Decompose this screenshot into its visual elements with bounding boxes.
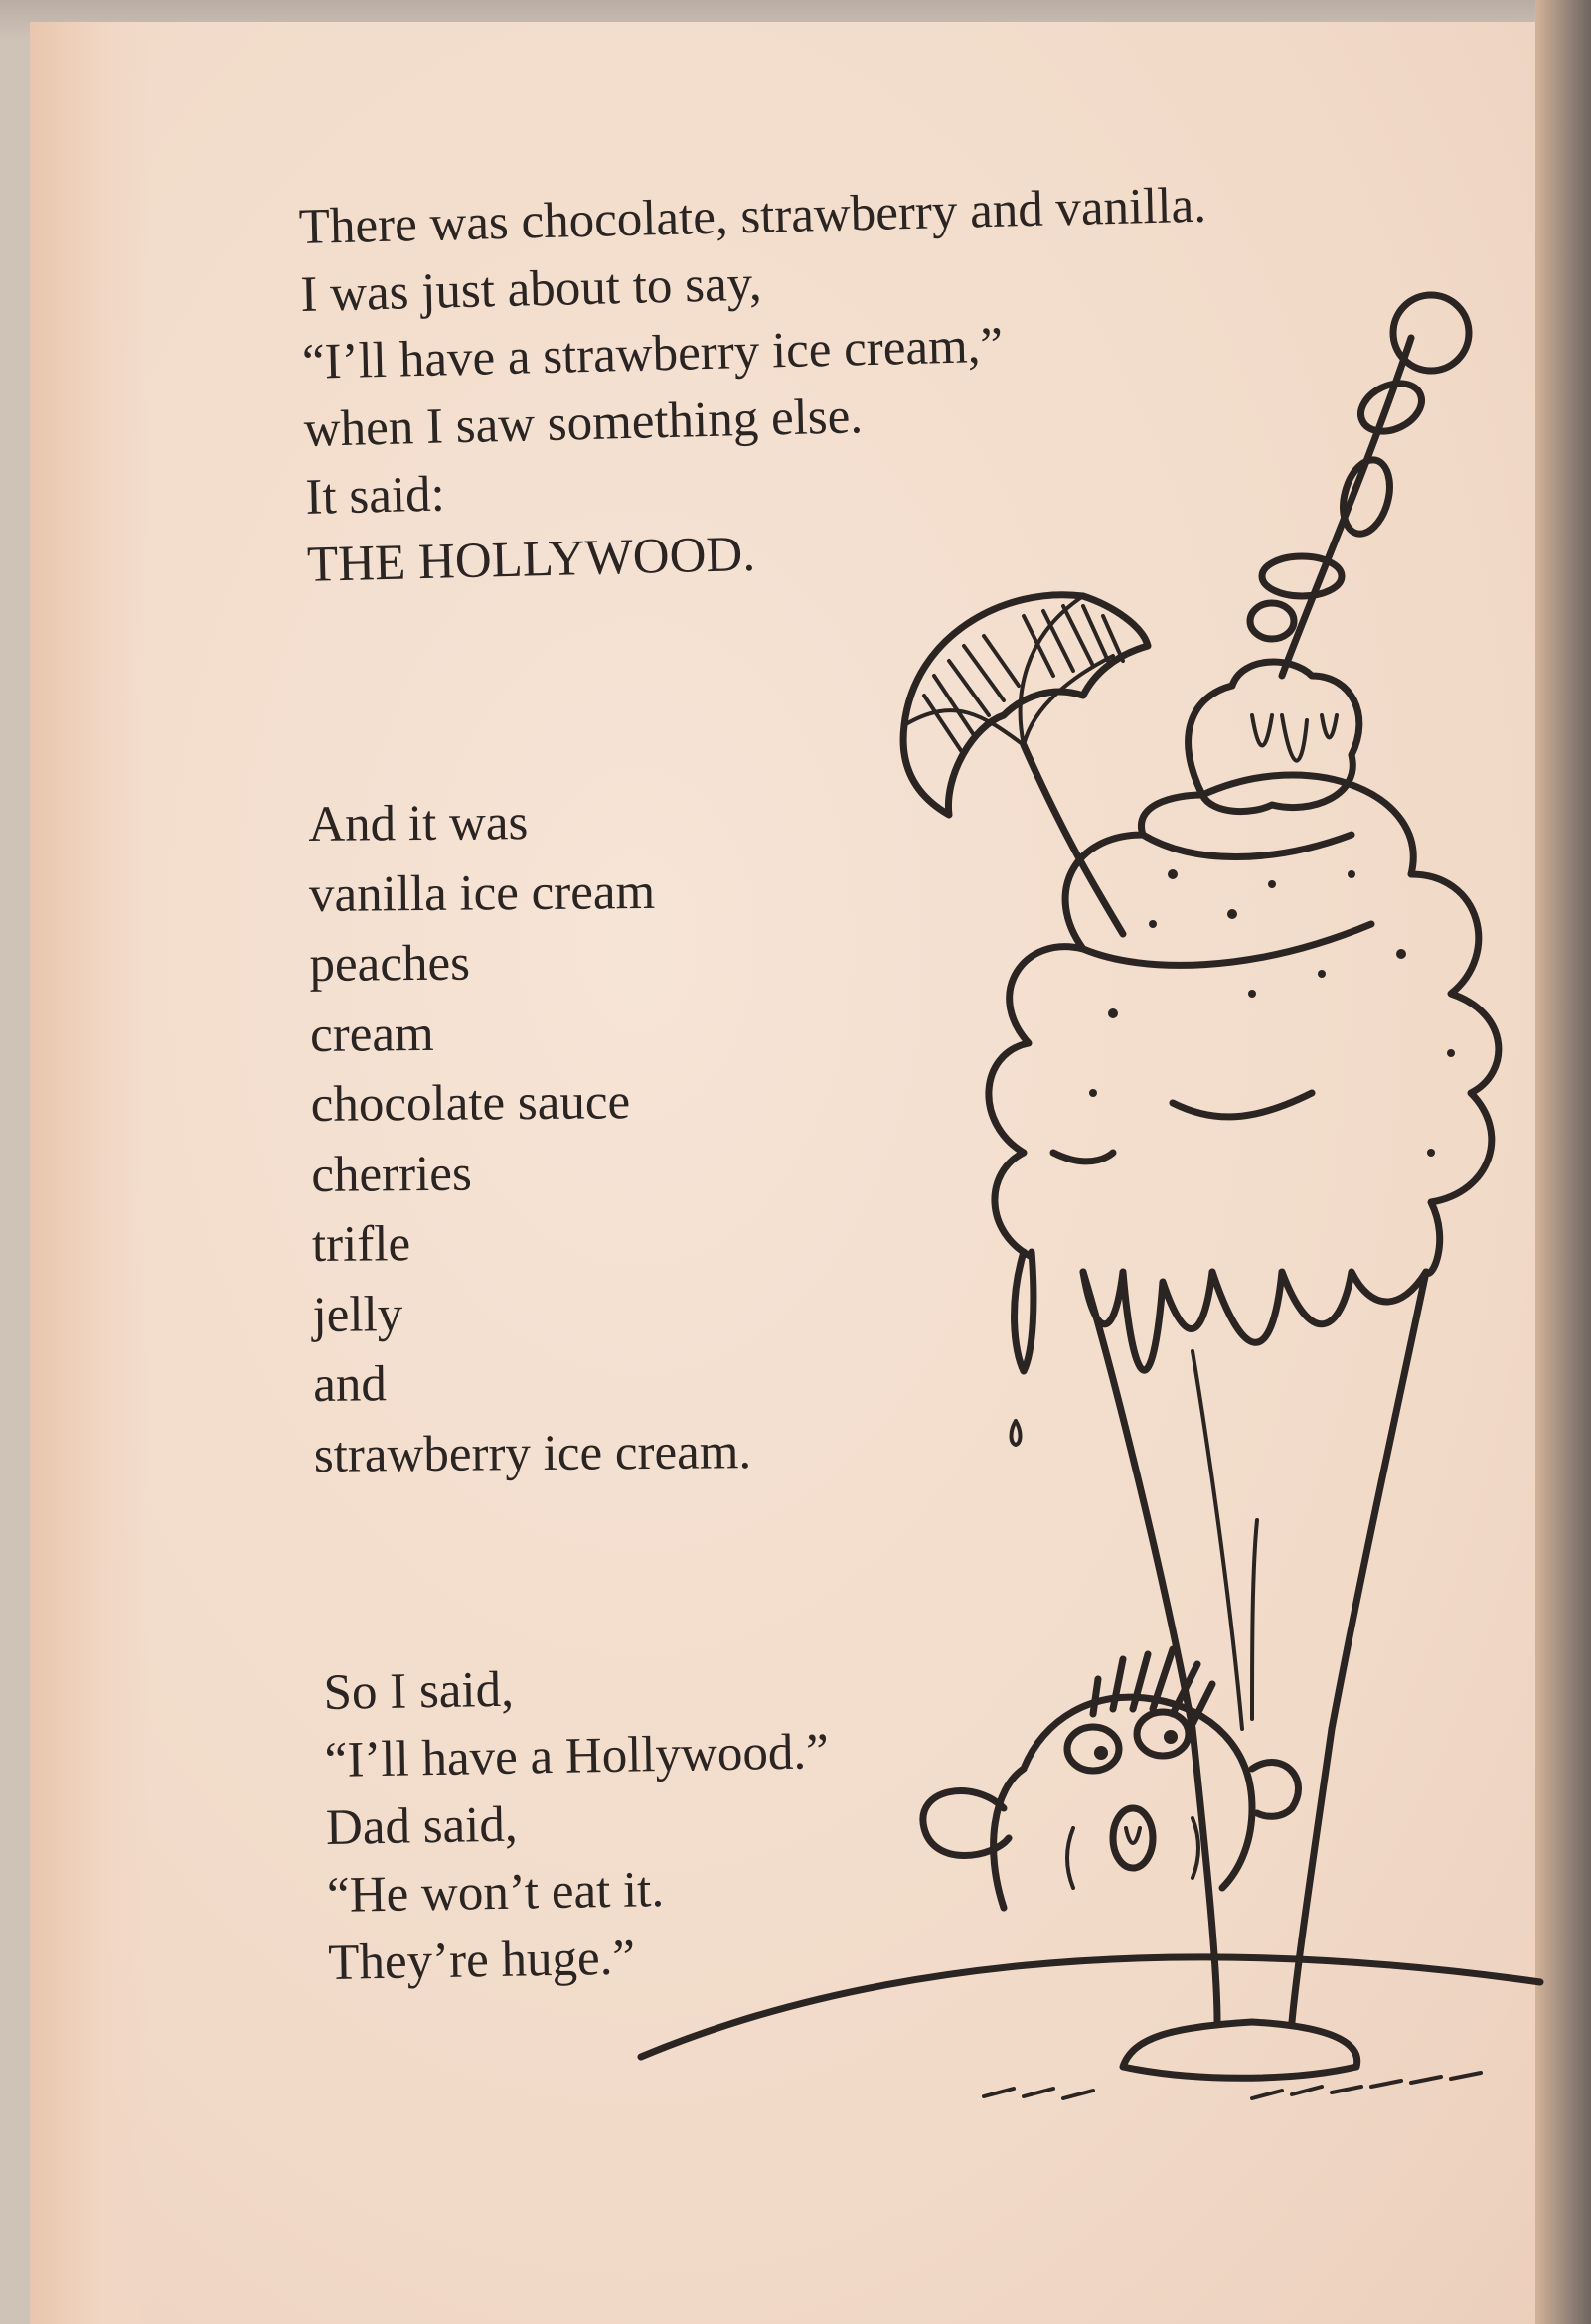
poem-line: Dad said, (325, 1796, 519, 1856)
poem-line: when I saw something else. (303, 388, 864, 458)
poem-line: And it was (308, 795, 529, 852)
boy-mouth (1113, 1808, 1153, 1868)
ice-cream-swirl-2 (1083, 924, 1371, 965)
drip-left (1015, 1252, 1034, 1371)
sundae-illustration (557, 278, 1550, 2146)
fruit-4 (1262, 556, 1342, 596)
poem-line: cherries (311, 1146, 473, 1203)
sundae-drawing (557, 278, 1550, 2146)
boy-ear-right (1252, 1763, 1298, 1817)
poem-line: strawberry ice cream. (313, 1423, 752, 1483)
poem-line: jelly (312, 1286, 403, 1343)
page-edge-left (30, 22, 149, 2324)
glass-base (1123, 2022, 1357, 2078)
ice-cream-dots (1089, 869, 1455, 1157)
poem-line: They’re huge.” (327, 1930, 636, 1991)
poem-line: cream (309, 1006, 434, 1063)
sauce-drips (1083, 1272, 1426, 1370)
drip-drop (1012, 1421, 1021, 1445)
boy-head (994, 1697, 1252, 1908)
ice-cream-swirl-1 (1143, 835, 1352, 857)
ice-cream-scoop-lower (989, 775, 1499, 1274)
poem-line: peaches (309, 935, 471, 993)
ice-cream-swirl-4 (1053, 1153, 1113, 1162)
top-scoop-drips (1252, 715, 1337, 761)
fruit-2 (1353, 375, 1430, 441)
boy-mouth-inner (1126, 1828, 1140, 1843)
poem-line-heading: THE HOLLYWOOD. (306, 526, 756, 593)
poem-line: “I’ll have a strawberry ice cream,” (301, 317, 1004, 390)
poem-line: There was chocolate, strawberry and vanilla. (298, 177, 1207, 255)
fruit-top (1393, 295, 1469, 371)
table-edge (641, 1957, 1540, 2057)
poem-line: and (312, 1356, 388, 1413)
cherry-top (1250, 603, 1294, 639)
poem-line: “He won’t eat it. (326, 1862, 665, 1924)
glass-cone-right (1332, 1272, 1426, 1729)
poem-line: trifle (311, 1216, 411, 1273)
poem-line: I was just about to say, (299, 255, 763, 323)
ice-cream-swirl-3 (1173, 1093, 1312, 1117)
boy-pupil-left (1094, 1746, 1108, 1760)
glass-stem (1193, 1729, 1332, 2022)
glass-cone-left (1083, 1272, 1193, 1729)
glass-shine (1193, 1351, 1257, 1729)
poem-line: So I said, (323, 1661, 515, 1721)
boy-eye-left (1067, 1727, 1119, 1771)
boy-pupil-right (1164, 1730, 1178, 1744)
umbrella-canopy (903, 595, 1148, 815)
poem-line: chocolate sauce (310, 1074, 631, 1133)
poem-line: It said: (304, 466, 446, 526)
poem-line: “I’ll have a Hollywood.” (324, 1724, 830, 1788)
boy-eye-right (1137, 1712, 1189, 1756)
poem-line: vanilla ice cream (308, 863, 656, 923)
boy-cheek-lines (1067, 1818, 1198, 1888)
